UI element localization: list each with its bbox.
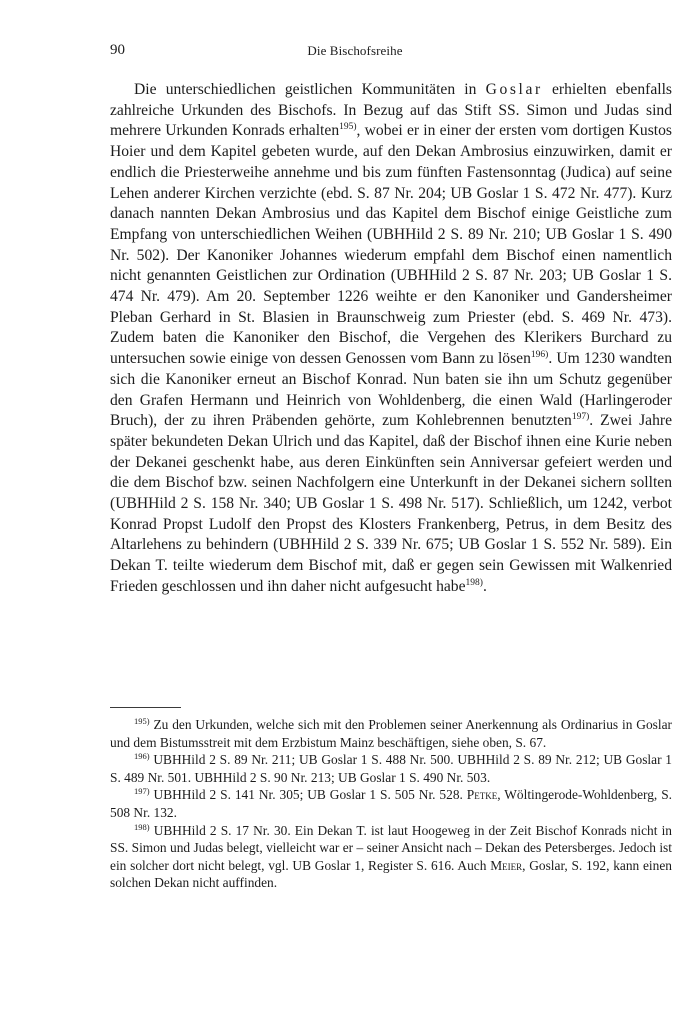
body-text-segment: , wobei er in einer der ersten vom dortigen Kustos Hoier und dem Kapitel gebeten wurde, auf den Dekan Ambrosius einzuwirken, damit er endlich die Priesterweihe annehme und bis zum fünften Fastensonntag (Judica) auf seine Lehen anderer Kirchen verzichte (ebd. S. 87 Nr. 204; UB Goslar 1 S. 472 Nr. 477). Kurz danach nannten Dekan Ambrosius und das Kapitel dem Bischof einige Geistliche zum Empfang von unterschiedlichen Weihen (UBHHild 2 S. 89 Nr. 210; UB Goslar 1 S. 490 Nr. 502). Der Kanoniker Johannes wiederum empfahl dem Bischof einen namentlich nicht genannten Geistlichen zur Ordination (UBHHild 2 S. 87 Nr. 203; UB Goslar 1 S. 474 Nr. 479). Am 20. September 1226 weihte er den Kanoniker und Gandersheimer Pleban Gerhard in St. Blasien in Braunschweig zum Priester (ebd. S. 469 Nr. 473). Zudem baten die Kanoniker den Bischof, die Vergehen des Klerikers Burchard zu untersuchen sowie einige von dessen Genossen vom Bann zu lösen <box>110 122 672 368</box>
footnotes-section <box>110 716 672 892</box>
footnote-197 <box>110 786 672 821</box>
footnote-text: Zu den Urkunden, welche sich mit den Problemen seiner Anerkennung als Ordinarius in Goslar und dem Bistumsstreit mit dem Erzbistum Mainz beschäftigen, siehe oben, S. 67. <box>110 717 672 750</box>
footnote-ref-197[interactable]: 197) <box>571 412 590 423</box>
place-name-goslar: Goslar <box>485 81 543 98</box>
body-text-segment: . Um 1230 wandten sich die Kanoniker erneut an Bischof Konrad. Nun baten sie ihn um Schutz gegenüber den Grafen Hermann und Heinrich von Wohldenberg, die einen Wald (Harlingeroder Bruch), der zu ihren Präbenden gehörte, zum Kohlebrennen benutzten <box>110 350 673 430</box>
footnote-mark: 196) <box>134 751 150 762</box>
footnote-mark: 195) <box>134 716 150 726</box>
body-text-segment: erhielten ebenfalls zahlreiche Urkunden des Bischofs. In Bezug auf das Stift SS. Simon und Judas sind mehrere Urkunden Konrads erhalten <box>110 81 672 140</box>
body-text-segment: Die unterschiedlichen geistlichen Kommunitäten in <box>134 81 486 98</box>
footnote-ref-195[interactable]: 195) <box>339 122 357 133</box>
footnote-text: , Wöltingerode-Wohldenberg, S. 508 Nr. 132. <box>110 787 672 820</box>
footnote-198 <box>110 822 672 892</box>
footnote-ref-196[interactable]: 196) <box>530 350 549 361</box>
footnote-text: , Goslar, S. 192, kann einen solchen Dekan nicht auffinden. <box>110 857 672 891</box>
footnote-mark: 198) <box>134 821 150 832</box>
footnote-divider <box>110 707 181 708</box>
footnote-195 <box>110 716 672 751</box>
author-name-petke: Petke <box>466 787 498 803</box>
footnote-text: UBHHild 2 S. 141 Nr. 305; UB Goslar 1 S. 505 Nr. 528. <box>149 787 467 803</box>
body-text-segment: . Zwei Jahre später bekundeten Dekan Ulrich und das Kapitel, daß der Bischof ihnen eine Kurie neben der Dekanei geschenkt habe, aus deren Einkünften sein Anniversar gefeiert werden und die dem Bischof bzw. seinen Nachfolgern eine Unterkunft in der Dekanei sichern sollten (UBHHild 2 S. 158 Nr. 340; UB Goslar 1 S. 498 Nr. 517). Schließlich, um 1242, verbot Konrad Propst Ludolf den Propst des Klosters Frankenberg, Petrus, in dem Besitz des Altarlehens zu behindern (UBHHild 2 S. 339 Nr. 675; UB Goslar 1 S. 552 Nr. 589). Ein Dekan T. teilte wiederum dem Bischof mit, daß er gegen sein Gewissen mit Walkenried Frieden geschlossen und ihn daher nicht aufgesucht habe <box>110 412 673 595</box>
footnote-ref-198[interactable]: 198) <box>465 577 483 588</box>
page-number: 90 <box>110 42 125 58</box>
running-head: Die Bischofsreihe <box>307 43 403 58</box>
author-name-meier: Meier <box>490 857 523 873</box>
footnote-mark: 197) <box>134 786 150 797</box>
footnote-text: UBHHild 2 S. 17 Nr. 30. Ein Dekan T. ist laut Hoogeweg in der Zeit Bischof Konrads nicht in SS. Simon und Judas belegt, vielleicht war er – seiner Ansicht nach – Dekan des Petersberges. Jedoch ist ein solcher dort nicht belegt, vgl. UB Goslar 1, Register S. 616. Auch <box>110 822 672 873</box>
body-paragraph <box>110 80 672 598</box>
footnote-196 <box>110 751 672 786</box>
main-text <box>110 80 672 598</box>
body-text-segment: . <box>482 577 487 595</box>
footnote-text: UBHHild 2 S. 89 Nr. 211; UB Goslar 1 S. 488 Nr. 500. UBHHild 2 S. 89 Nr. 212; UB Goslar 1 S. 489 Nr. 501. UBHHild 2 S. 90 Nr. 213; UB Goslar 1 S. 490 Nr. 503. <box>110 752 672 785</box>
page-header <box>110 42 600 64</box>
